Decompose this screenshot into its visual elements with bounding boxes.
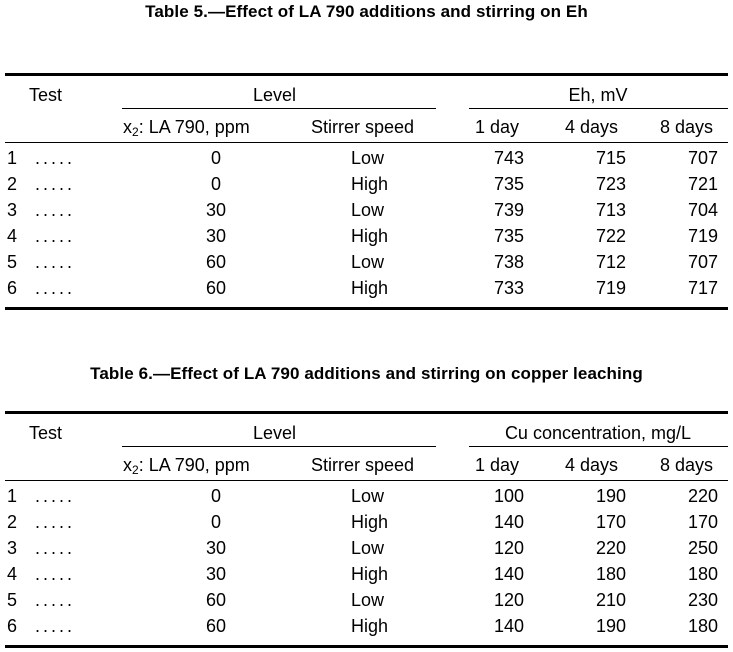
table5-header-row-2 xyxy=(5,109,728,142)
table5-header-test: Test xyxy=(29,85,63,105)
table-row: 4 ..... 30 High 140 180 180 xyxy=(7,564,718,584)
table6 xyxy=(5,411,728,648)
table-row: 6 ..... 60 High 140 190 180 xyxy=(7,616,718,636)
table6-header-row-1 xyxy=(5,414,728,447)
table-row: 1 ..... 0 Low 743 715 707 xyxy=(7,148,718,168)
table-row: 3 ..... 30 Low 739 713 704 xyxy=(7,200,718,220)
table6-title: Table 6.—Effect of LA 790 additions and stirring on copper leaching xyxy=(90,364,643,383)
table6-header-la790: $x_2$: LA 790, ppm xyxy=(123,455,250,477)
table6-header-test: Test xyxy=(29,423,63,443)
table-row: 1 ..... 0 Low 100 190 220 xyxy=(7,486,718,506)
table-row: 2 ..... 0 High 735 723 721 xyxy=(7,174,718,194)
table-row: 4 ..... 30 High 735 722 719 xyxy=(7,226,718,246)
table-row: 5 ..... 60 Low 120 210 230 xyxy=(7,590,718,610)
table6-header-stirrer: Stirrer speed xyxy=(311,455,415,475)
table5-header-row-1 xyxy=(5,76,728,109)
table5-header-la790: $x_2$: LA 790, ppm xyxy=(123,117,250,139)
table5-header-day8: 8 days xyxy=(660,117,714,137)
table5-bottom-rule xyxy=(5,307,728,310)
table6-header-day4: 4 days xyxy=(565,455,619,475)
table-row: 3 ..... 30 Low 120 220 250 xyxy=(7,538,718,558)
table5 xyxy=(5,73,728,310)
table6-header-row-2 xyxy=(5,447,728,480)
table6-header-day8: 8 days xyxy=(660,455,714,475)
table5-header-measure: Eh, mV xyxy=(568,85,628,105)
table5-body xyxy=(5,143,728,307)
table6-header-day1: 1 day xyxy=(475,455,520,475)
table6-header-measure: Cu concentration, mg/L xyxy=(504,423,692,443)
table-row: 6 ..... 60 High 733 719 717 xyxy=(7,278,718,298)
table6-bottom-rule xyxy=(5,645,728,648)
table5-header-stirrer: Stirrer speed xyxy=(311,117,415,137)
table-row: 5 ..... 60 Low 738 712 707 xyxy=(7,252,718,272)
table-row: 2 ..... 0 High 140 170 170 xyxy=(7,512,718,532)
table5-header-level: Level xyxy=(253,85,297,105)
table5-title: Table 5.—Effect of LA 790 additions and stirring on Eh xyxy=(145,2,588,21)
table5-header-day4: 4 days xyxy=(565,117,619,137)
table6-body xyxy=(5,481,728,645)
table5-header-day1: 1 day xyxy=(475,117,520,137)
table6-header-level: Level xyxy=(253,423,297,443)
